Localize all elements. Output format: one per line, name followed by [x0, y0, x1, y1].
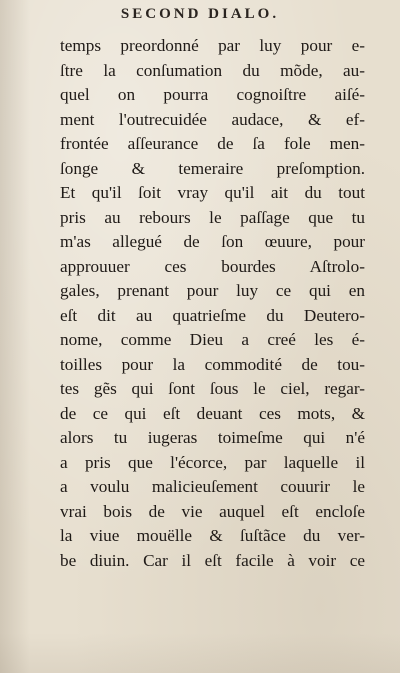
text-line: de ce qui eſt deuant ces mots, & — [60, 403, 365, 423]
text-line: Et qu'il ſoit vray qu'il ait du tout — [60, 183, 365, 202]
text-line: pris au rebours le paſſage que tu — [60, 207, 365, 227]
running-title: SECOND DIALO. — [120, 6, 280, 22]
text-line: frontée aſſeurance de ſa fole men- — [60, 134, 365, 153]
text-line: gales, prenant pour luy ce qui en — [60, 281, 365, 300]
page-gutter-shadow — [0, 0, 30, 673]
text-line: ſtre la conſumation du mõde, au- — [60, 60, 365, 80]
text-line: tes gẽs qui ſont ſous le ciel, regar- — [60, 379, 365, 398]
text-line: nome, comme Dieu a creé les é- — [60, 330, 365, 349]
text-line: approuuer ces bourdes Aſtrolo- — [60, 256, 365, 276]
text-line: ſonge & temeraire preſomption. — [60, 158, 365, 178]
text-line: ment l'outrecuidée audace, & ef- — [60, 109, 365, 129]
text-line: quel on pourra cognoiſtre aiſé- — [60, 85, 365, 104]
text-line: alors tu iugeras toimeſme qui n'é — [60, 428, 365, 447]
text-line: toilles pour la commodité de tou- — [60, 354, 365, 374]
text-line: la viue mouëlle & ſuſtãce du ver- — [60, 526, 365, 545]
text-line: m'as allegué de ſon œuure, pour — [60, 232, 365, 251]
text-line: temps preordonné par luy pour e- — [60, 36, 365, 55]
text-line: eſt dit au quatrieſme du Deutero- — [60, 305, 365, 325]
text-line: be diuin. Car il eſt facile à voir ce — [60, 550, 365, 570]
text-line: a pris que l'écorce, par laquelle il — [60, 452, 365, 472]
body-text — [60, 34, 365, 573]
page-bottom-shade — [0, 633, 400, 673]
text-line: vrai bois de vie auquel eſt encloſe — [60, 501, 365, 521]
show-through-faint-text — [110, 572, 290, 584]
text-line: a voulu malicieuſement couurir le — [60, 477, 365, 496]
